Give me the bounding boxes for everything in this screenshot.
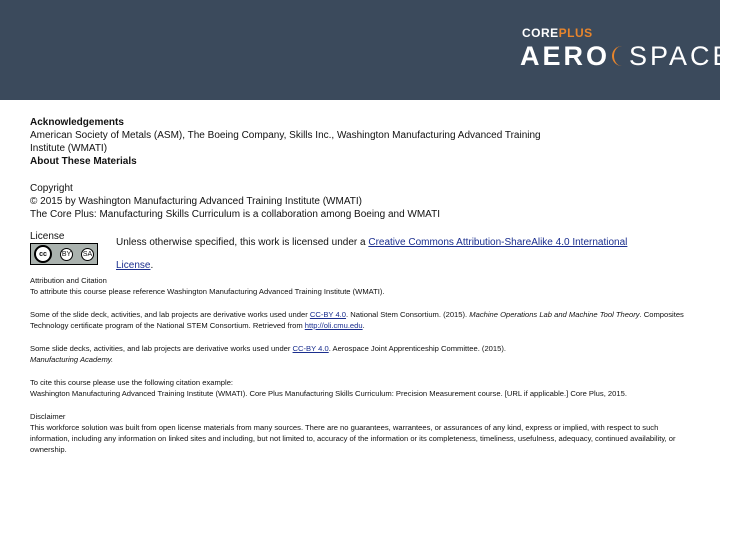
copyright-line1: © 2015 by Washington Manufacturing Advanced Training Institute (WMATI) [30, 196, 362, 207]
logo-swoosh-icon [612, 46, 627, 66]
license-text: Unless otherwise specified, this work is licensed under a Creative Commons Attribution-ShareAlike 4.0 International License. [116, 237, 628, 271]
disclaimer-heading: Disclaimer [30, 412, 66, 421]
attribution-line1: To attribute this course please reference Washington Manufacturing Advanced Training Institute (WMATI). [30, 287, 385, 296]
coreplus-aerospace-logo [520, 26, 734, 76]
document-body [30, 116, 694, 455]
license-label: License [30, 231, 65, 242]
disclaimer-text: This workforce solution was built from open license materials from many sources. There are no guarantees, warrantees, or assurances of any kind, express or implied, with respect to such information, including any information on linked sites and including, but not limited to, accuracy of the information or its completeness, timeliness, usefulness, adequacy, continued availability, or ownership. [30, 423, 676, 454]
cc-by-sa-badge-icon[interactable] [30, 243, 98, 265]
acknowledgements-line2: Institute (WMATI) [30, 143, 108, 154]
cc-by-link-2[interactable]: CC-BY 4.0 [292, 344, 329, 353]
cc-license-link[interactable]: Creative Commons Attribution-ShareAlike 4.0 International License [116, 237, 628, 271]
citation-line1: To cite this course please use the following citation example: [30, 378, 234, 387]
header-banner [0, 0, 734, 100]
logo-coreplus: COREPLUS [522, 26, 593, 40]
cc-icon: cc [34, 245, 52, 263]
citation-line2: Washington Manufacturing Advanced Training Institute (WMATI). Core Plus Manufacturing Skills Curriculum: Precision Measurement course. [URL if applicable.] Core Plus, 2015. [30, 389, 627, 398]
logo-aerospace: AERO SPACE [520, 41, 734, 71]
acknowledgements-heading: Acknowledgements [30, 117, 124, 128]
attribution-heading: Attribution and Citation [30, 276, 107, 285]
attribution-paragraph-3: Some slide decks, activities, and lab projects are derivative works used under CC-BY 4.0. Aerospace Joint Apprenticeship Committee. (2015). Manufacturing Academy. [30, 344, 506, 364]
sa-icon: SA [81, 248, 94, 261]
by-icon: BY [60, 248, 73, 261]
about-heading: About These Materials [30, 156, 137, 167]
license-section [30, 231, 694, 275]
oli-cmu-link[interactable]: http://oli.cmu.edu [304, 321, 363, 330]
attribution-paragraph-2: Some of the slide deck, activities, and lab projects are derivative works used under CC-BY 4.0. National Stem Consortium. (2015). Machine Operations Lab and Machine Tool Theory. Composites Technology certificate program of the National STEM Consortium. Retrieved from http://oli.cmu.edu. [30, 310, 684, 330]
cc-by-link-1[interactable]: CC-BY 4.0 [309, 310, 347, 319]
acknowledgements-line1: American Society of Metals (ASM), The Boeing Company, Skills Inc., Washington Manufacturing Advanced Training [30, 130, 541, 141]
copyright-heading: Copyright [30, 183, 73, 194]
copyright-line2: The Core Plus: Manufacturing Skills Curriculum is a collaboration among Boeing and WMATI [30, 209, 440, 220]
